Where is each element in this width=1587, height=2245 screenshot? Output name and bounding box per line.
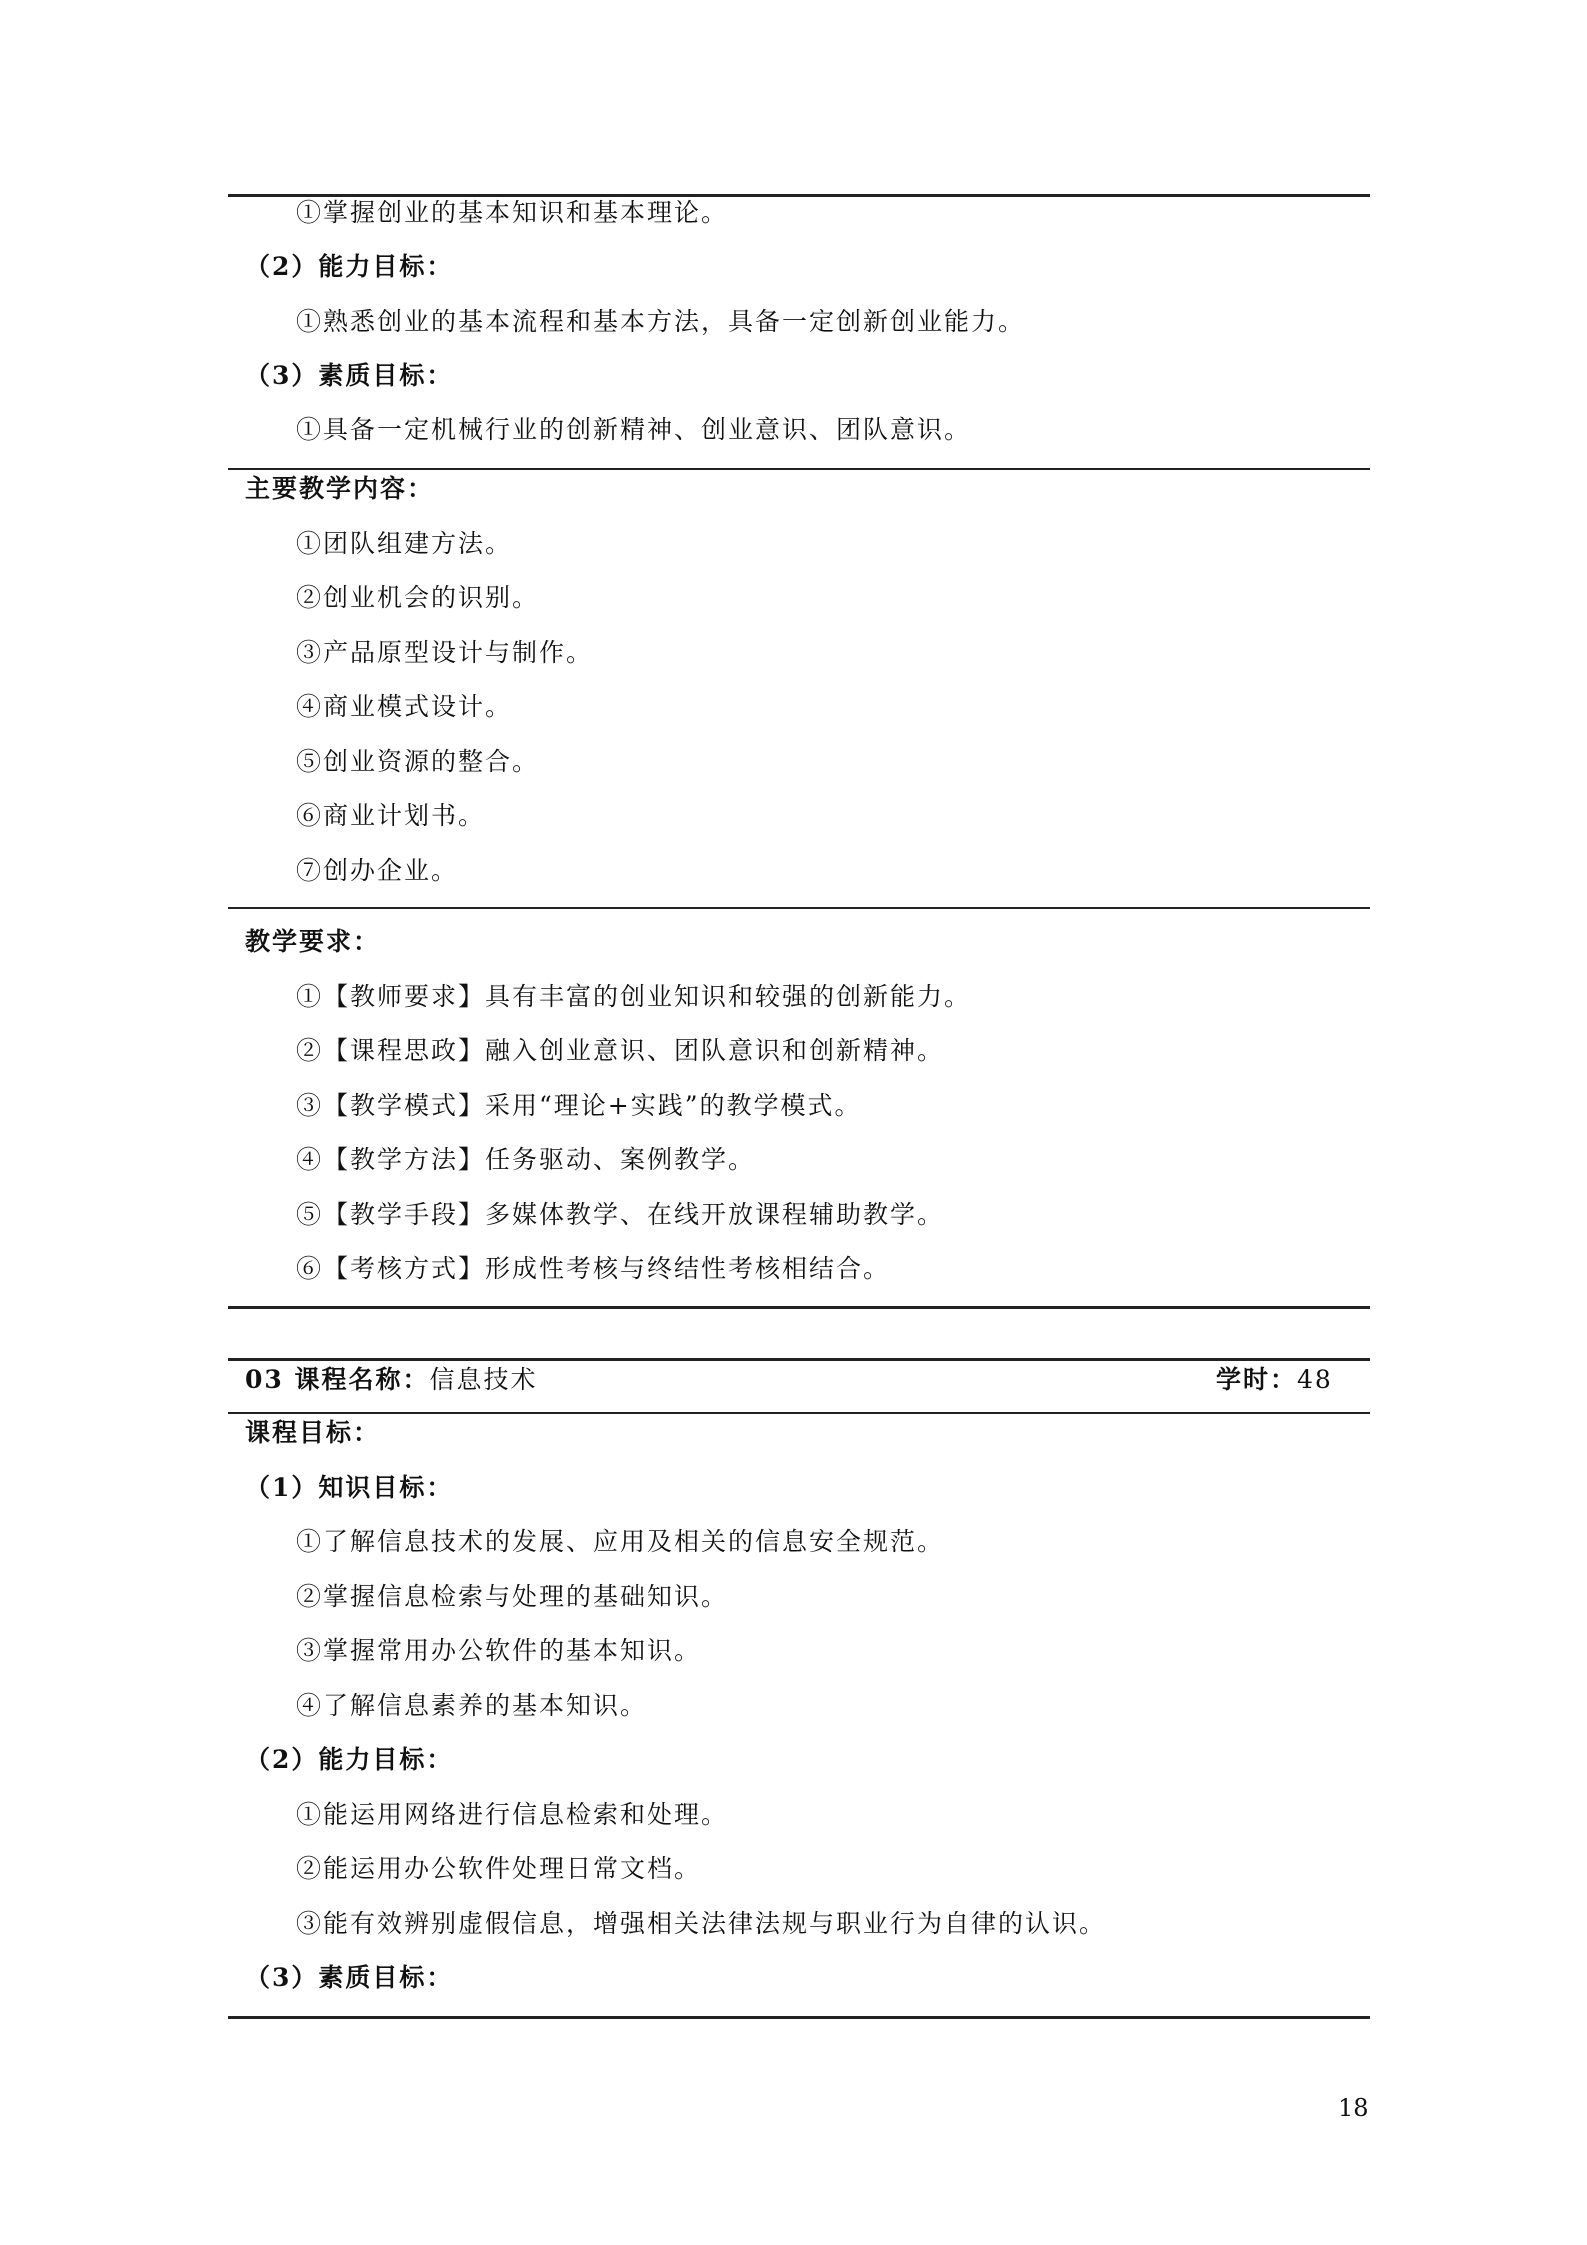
course-name: 信息技术 — [429, 1365, 538, 1394]
page-number: 18 — [1338, 2094, 1369, 2122]
top-border — [228, 1358, 1370, 1361]
knowledge-objective-label: （1）知识目标： — [245, 1473, 454, 1502]
knowledge-item: ③掌握常用办公软件的基本知识。 — [296, 1636, 702, 1665]
content-item: ⑤创业资源的整合。 — [296, 747, 540, 776]
knowledge-item: ②掌握信息检索与处理的基础知识。 — [296, 1582, 729, 1611]
knowledge-item: ①掌握创业的基本知识和基本理论。 — [296, 198, 729, 227]
knowledge-item: ④了解信息素养的基本知识。 — [296, 1691, 648, 1720]
content-item: ⑥商业计划书。 — [296, 801, 486, 830]
main-content-label: 主要教学内容： — [245, 474, 435, 503]
quality-item: ①具备一定机械行业的创新精神、创业意识、团队意识。 — [296, 415, 972, 444]
ability-item: ③能有效辨别虚假信息，增强相关法律法规与职业行为自律的认识。 — [296, 1909, 1107, 1938]
bottom-border — [228, 2016, 1370, 2019]
ability-item: ②能运用办公软件处理日常文档。 — [296, 1854, 702, 1883]
quality-objective-label: （3）素质目标： — [245, 361, 454, 390]
divider — [228, 468, 1370, 470]
ability-item: ①熟悉创业的基本流程和基本方法，具备一定创新创业能力。 — [296, 307, 1026, 336]
divider — [228, 1412, 1370, 1414]
hours-label: 学时： — [1216, 1365, 1298, 1394]
ability-objective-label: （2）能力目标： — [245, 252, 454, 281]
ability-item: ①能运用网络进行信息检索和处理。 — [296, 1800, 729, 1829]
bottom-border — [228, 1306, 1370, 1309]
course-label: 03 课程名称： — [245, 1365, 430, 1394]
course-title — [245, 1363, 538, 1397]
teaching-requirements-label: 教学要求： — [245, 927, 381, 956]
content-item: ④商业模式设计。 — [296, 692, 513, 721]
ability-objective-label: （2）能力目标： — [245, 1745, 454, 1774]
requirement-item: ④【教学方法】任务驱动、案例教学。 — [296, 1145, 756, 1174]
content-item: ①团队组建方法。 — [296, 529, 513, 558]
requirement-item: ⑥【考核方式】形成性考核与终结性考核相结合。 — [296, 1254, 891, 1283]
requirement-item: ⑤【教学手段】多媒体教学、在线开放课程辅助教学。 — [296, 1200, 945, 1229]
course-objectives-label: 课程目标： — [245, 1418, 381, 1447]
hours-value: 48 — [1297, 1365, 1333, 1394]
requirement-item: ③【教学模式】采用“理论+实践”的教学模式。 — [296, 1091, 862, 1120]
quality-objective-label: （3）素质目标： — [245, 1963, 454, 1992]
course-hours — [1216, 1363, 1333, 1397]
content-item: ⑦创办企业。 — [296, 856, 459, 885]
requirement-item: ②【课程思政】融入创业意识、团队意识和创新精神。 — [296, 1036, 945, 1065]
knowledge-item: ①了解信息技术的发展、应用及相关的信息安全规范。 — [296, 1527, 945, 1556]
requirement-item: ①【教师要求】具有丰富的创业知识和较强的创新能力。 — [296, 982, 972, 1011]
content-item: ③产品原型设计与制作。 — [296, 638, 594, 667]
content-item: ②创业机会的识别。 — [296, 583, 540, 612]
divider — [228, 907, 1370, 909]
